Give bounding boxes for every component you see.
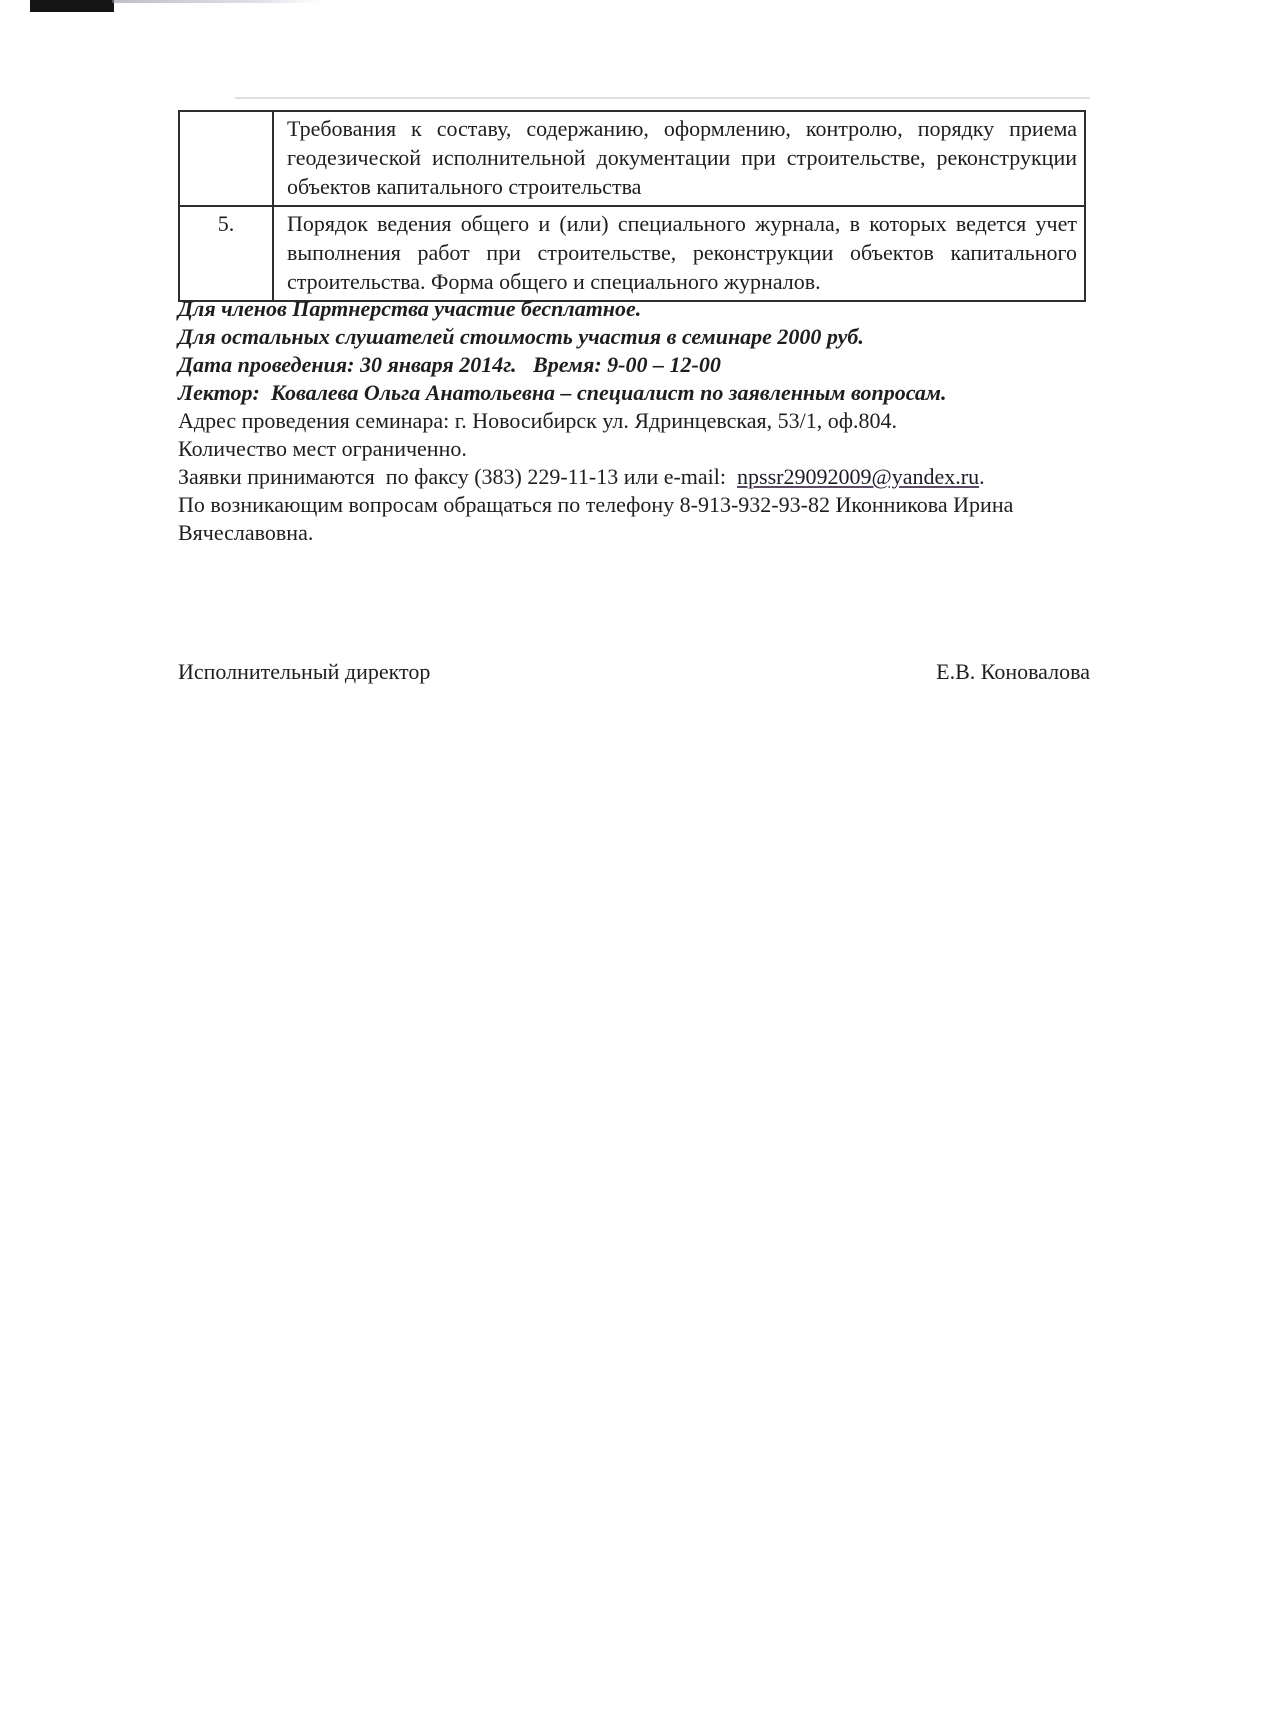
seminar-topics-table (178, 110, 1086, 302)
requests-line (178, 463, 1090, 491)
email-link[interactable]: npssr29092009@yandex.ru (737, 464, 980, 489)
address-line: Адрес проведения семинара: г. Новосибирск ул. Ядринцевская, 53/1, оф.804. (178, 408, 897, 433)
table-row (179, 111, 1085, 206)
scan-artifact-shadow (235, 97, 1090, 99)
requests-line-suffix: . (979, 464, 985, 489)
seats-limited-line: Количество мест ограниченно. (178, 436, 467, 461)
row-topic-cell: Требования к составу, содержанию, оформлению, контролю, порядку приема геодезической исполнительной документации при строительстве, реконструкции объектов капитального строительства (273, 111, 1085, 206)
seminar-details-block (178, 295, 1090, 547)
signature-name: Е.В. Коновалова (936, 659, 1090, 684)
row-number-cell: 5. (179, 206, 273, 301)
signature-title: Исполнительный директор (178, 659, 431, 684)
scan-artifact-bar (30, 0, 114, 12)
scan-artifact-streak (112, 0, 322, 3)
lecturer-line: Лектор: Ковалева Ольга Анатольевна – специалист по заявленным вопросам. (178, 380, 947, 405)
free-participation-line: Для членов Партнерства участие бесплатное. (178, 296, 642, 321)
date-time-line: Дата проведения: 30 января 2014г. Время: 9-00 – 12-00 (178, 352, 721, 377)
price-line: Для остальных слушателей стоимость участия в семинаре 2000 руб. (178, 324, 864, 349)
table-row (179, 206, 1085, 301)
row-topic-cell: Порядок ведения общего и (или) специального журнала, в которых ведется учет выполнения работ при строительстве, реконструкции объектов капитального строительства. Форма общего и специального журналов. (273, 206, 1085, 301)
signature-row (178, 658, 1090, 686)
contact-phone-line: По возникающим вопросам обращаться по телефону 8-913-932-93-82 Иконникова Ирина Вячеславовна. (178, 492, 1019, 545)
requests-line-prefix: Заявки принимаются по факсу (383) 229-11-13 или e-mail: (178, 464, 738, 489)
row-number-cell (179, 111, 273, 206)
